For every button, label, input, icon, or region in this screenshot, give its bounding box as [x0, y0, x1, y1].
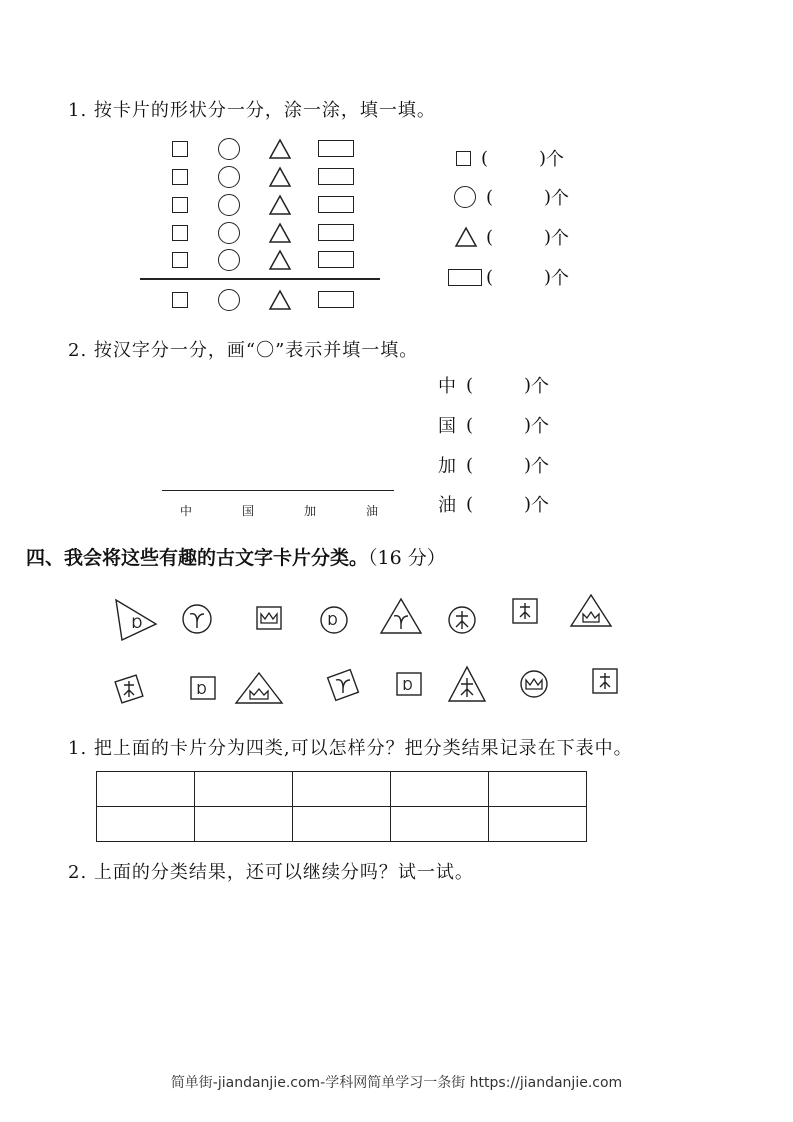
card-square-sprout: [322, 664, 364, 706]
triangle-icon: [454, 226, 478, 248]
rectangle-shape: [318, 140, 354, 157]
open-paren: (: [486, 266, 494, 288]
open-paren: (: [466, 414, 474, 436]
table-cell[interactable]: [195, 772, 293, 807]
rectangle-shape: [318, 291, 354, 308]
unit-label: 个: [546, 149, 565, 170]
triangle-shape: [268, 194, 292, 216]
triangle-shape: [268, 166, 292, 188]
close-paren: ): [524, 414, 532, 436]
square-shape: [172, 169, 188, 185]
close-paren: ): [524, 454, 532, 476]
answer-row-rectangle: [448, 264, 569, 290]
question-1-1: 1. 按卡片的形状分一分，涂一涂，填一填。: [68, 100, 436, 121]
card-circle-tree: [446, 604, 478, 636]
page-footer: 简单街-jiandanjie.com-学科网简单学习一条街 https://jiandanjie.com: [170, 1075, 623, 1091]
answer-row-square: [456, 145, 564, 171]
question-4-2: 2. 上面的分类结果，还可以继续分吗？试一试。: [68, 862, 474, 883]
unit-label: 个: [551, 268, 570, 289]
rectangle-shape: [318, 168, 354, 185]
unit-label: 个: [531, 456, 550, 477]
card-square-tree: [110, 670, 148, 708]
baseline-rule: [140, 278, 380, 280]
triangle-shape: [268, 222, 292, 244]
rectangle-shape: [318, 224, 354, 241]
record-table: [96, 771, 587, 842]
char-label: 油: [438, 495, 456, 516]
card-triangle-tree: [446, 664, 488, 704]
card-square-moon: [394, 670, 424, 698]
rectangle-shape: [318, 251, 354, 268]
circle-shape: [218, 138, 240, 160]
char-label: 加: [438, 456, 456, 477]
square-shape: [172, 252, 188, 268]
card-circle-moon: [318, 604, 350, 636]
axis-char: 加: [304, 504, 317, 518]
question-1-2: 2. 按汉字分一分，画“〇”表示并填一填。: [68, 340, 419, 361]
unit-label: 个: [531, 376, 550, 397]
question-4-1: 1. 把上面的卡片分为四类,可以怎样分？把分类结果记录在下表中。: [68, 738, 633, 759]
table-row: [97, 807, 587, 842]
table-cell[interactable]: [489, 807, 587, 842]
circle-shape: [218, 194, 240, 216]
square-shape: [172, 197, 188, 213]
unit-label: 个: [531, 495, 550, 516]
close-paren: ): [544, 226, 552, 248]
unit-label: 个: [551, 188, 570, 209]
close-paren: ): [544, 186, 552, 208]
table-cell[interactable]: [97, 807, 195, 842]
circle-shape: [218, 289, 240, 311]
char-answer-row: [438, 452, 549, 478]
rectangle-icon: [448, 269, 482, 286]
section-4-points: （16 分）: [368, 547, 446, 569]
circle-icon: [454, 186, 476, 208]
svg-text:Ɒ: Ɒ: [328, 614, 339, 629]
axis-char: 油: [366, 504, 379, 518]
card-circle-crown: [518, 668, 550, 700]
triangle-shape: [268, 289, 292, 311]
open-paren: (: [486, 226, 494, 248]
card-square-moon: [188, 674, 218, 702]
table-cell[interactable]: [391, 772, 489, 807]
square-shape: [172, 141, 188, 157]
open-paren: (: [486, 186, 494, 208]
card-triangle-sprout: [378, 596, 424, 636]
close-paren: ): [524, 493, 532, 515]
card-square-tree: [590, 666, 620, 696]
unit-label: 个: [531, 416, 550, 437]
table-cell[interactable]: [293, 807, 391, 842]
section-4-title: 四、我会将这些有趣的古文字卡片分类。: [26, 547, 369, 569]
table-cell[interactable]: [489, 772, 587, 807]
char-answer-row: [438, 372, 549, 398]
table-cell[interactable]: [97, 772, 195, 807]
svg-text:Ɒ: Ɒ: [132, 616, 143, 632]
open-paren: (: [466, 454, 474, 476]
svg-text:Ɒ: Ɒ: [403, 679, 414, 694]
rectangle-shape: [318, 196, 354, 213]
open-paren: (: [481, 147, 489, 169]
section-4-heading: [26, 543, 446, 570]
circle-shape: [218, 222, 240, 244]
char-answer-row: [438, 491, 549, 517]
char-label: 中: [438, 376, 456, 397]
char-axis-rule: [162, 490, 394, 491]
square-shape: [172, 292, 188, 308]
close-paren: ): [544, 266, 552, 288]
card-square-tree: [510, 596, 540, 626]
table-cell[interactable]: [391, 807, 489, 842]
triangle-shape: [268, 138, 292, 160]
shape-grid: [140, 136, 380, 316]
square-icon: [456, 151, 471, 166]
card-area: [0, 590, 793, 710]
card-circle-sprout: [180, 602, 214, 636]
axis-char: 国: [242, 504, 255, 518]
svg-text:Ɒ: Ɒ: [197, 683, 208, 698]
card-triangle-crown: [568, 592, 614, 630]
card-triangle-moon: [108, 594, 160, 644]
card-square-crown: [254, 604, 284, 632]
axis-char: 中: [180, 504, 193, 518]
table-cell[interactable]: [195, 807, 293, 842]
circle-shape: [218, 249, 240, 271]
open-paren: (: [466, 493, 474, 515]
char-answer-row: [438, 412, 549, 438]
triangle-shape: [268, 249, 292, 271]
answer-row-circle: [454, 184, 569, 210]
table-row: [97, 772, 587, 807]
circle-shape: [218, 166, 240, 188]
close-paren: ): [539, 147, 547, 169]
open-paren: (: [466, 374, 474, 396]
unit-label: 个: [551, 228, 570, 249]
square-shape: [172, 225, 188, 241]
table-cell[interactable]: [293, 772, 391, 807]
char-label: 国: [438, 416, 456, 437]
answer-row-triangle: [454, 224, 569, 250]
card-triangle-crown: [232, 670, 286, 706]
close-paren: ): [524, 374, 532, 396]
